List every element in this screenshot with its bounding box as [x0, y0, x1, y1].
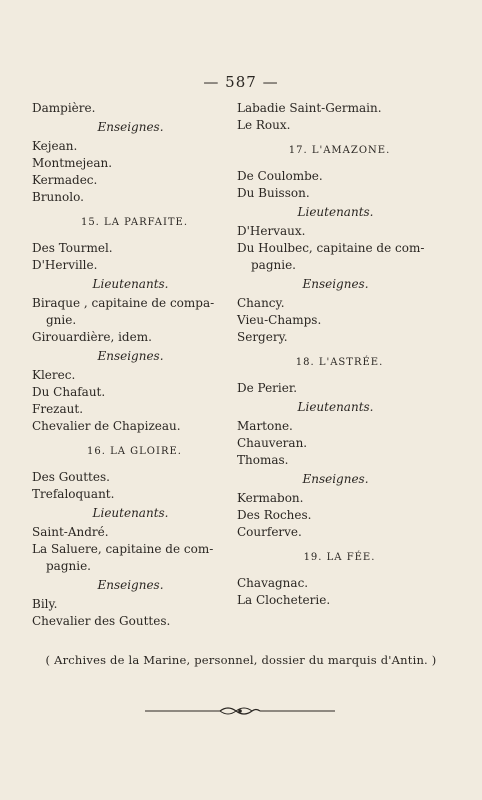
officer-name: Dampière. — [32, 101, 96, 115]
left-column — [32, 100, 237, 630]
rank-heading: Enseignes. — [302, 277, 369, 291]
officer-name: Du Buisson. — [237, 186, 310, 200]
officer-name: Le Roux. — [237, 118, 291, 132]
officer-name: Courferve. — [237, 525, 302, 539]
page-number: — 587 — — [203, 73, 279, 91]
ship-heading — [237, 549, 442, 566]
officer-name: Des Roches. — [237, 508, 312, 522]
ship-name: L'ASTRÉE. — [318, 357, 384, 368]
officer-name: Labadie Saint-Germain. — [237, 101, 382, 115]
officer-name: Thomas. — [237, 453, 289, 467]
officer-name: Kejean. — [32, 139, 78, 153]
officer-name: Brunolo. — [32, 190, 84, 204]
officer-name: La Saluere, capitaine de com- — [32, 542, 214, 556]
ship-heading — [237, 142, 442, 159]
officer-name: Du Chafaut. — [32, 385, 106, 399]
officer-name: Frezaut. — [32, 402, 84, 416]
officer-name: Sergery. — [237, 330, 288, 344]
officer-name: Bily. — [32, 597, 58, 611]
officer-name: Girouardière, idem. — [32, 330, 152, 344]
officer-name: D'Hervaux. — [237, 224, 306, 238]
ship-name: LA PARFAITE. — [104, 217, 189, 228]
rank-heading: Enseignes. — [302, 472, 369, 486]
ship-name: LA GLOIRE. — [110, 446, 182, 457]
officer-name: Chevalier des Gouttes. — [32, 614, 171, 628]
officer-name: De Perier. — [237, 381, 298, 395]
officer-name: D'Herville. — [32, 258, 98, 272]
officer-name: Kermabon. — [237, 491, 304, 505]
officer-name: Chauveran. — [237, 436, 308, 450]
officer-name: La Clocheterie. — [237, 593, 331, 607]
officer-name: Du Houlbec, capitaine de com- — [237, 241, 425, 255]
source-footnote: ( Archives de la Marine, personnel, dossier du marquis d'Antin. ) — [45, 653, 437, 667]
officer-name: Chavagnac. — [237, 576, 309, 590]
officer-name: Des Gouttes. — [32, 470, 110, 484]
officer-name-continuation: pagnie. — [46, 559, 91, 573]
ship-number: 17. — [288, 145, 308, 156]
ship-heading — [32, 443, 237, 460]
ornamental-divider-icon — [140, 704, 340, 718]
officer-name: Vieu-Champs. — [237, 313, 322, 327]
ship-number: 18. — [295, 357, 315, 368]
ship-number: 16. — [87, 446, 106, 457]
rank-heading: Enseignes. — [97, 578, 164, 592]
rank-heading: Enseignes. — [97, 120, 164, 134]
officer-name: Kermadec. — [32, 173, 98, 187]
rank-heading: Lieutenants. — [92, 506, 169, 520]
officer-name: Chevalier de Chapizeau. — [32, 419, 181, 433]
officer-name: Biraque , capitaine de compa- — [32, 296, 215, 310]
officer-name-continuation: pagnie. — [251, 258, 296, 272]
officer-name: Klerec. — [32, 368, 76, 382]
officer-name: Trefaloquant. — [32, 487, 115, 501]
ship-heading — [32, 214, 237, 231]
rank-heading: Enseignes. — [97, 349, 164, 363]
rank-heading: Lieutenants. — [297, 400, 374, 414]
officer-name: Martone. — [237, 419, 293, 433]
officer-name: Chancy. — [237, 296, 285, 310]
right-column — [237, 100, 442, 609]
officer-name: Des Tourmel. — [32, 241, 113, 255]
rank-heading: Lieutenants. — [297, 205, 374, 219]
ship-number: 15. — [80, 217, 100, 228]
ship-name: LA FÉE. — [326, 552, 376, 563]
ship-heading — [237, 354, 442, 371]
ship-number: 19. — [303, 552, 323, 563]
ship-name: L'AMAZONE. — [311, 145, 391, 156]
officer-name: De Coulombe. — [237, 169, 323, 183]
officer-name-continuation: gnie. — [46, 313, 77, 327]
officer-name: Saint-André. — [32, 525, 109, 539]
officer-name: Montmejean. — [32, 156, 113, 170]
rank-heading: Lieutenants. — [92, 277, 169, 291]
